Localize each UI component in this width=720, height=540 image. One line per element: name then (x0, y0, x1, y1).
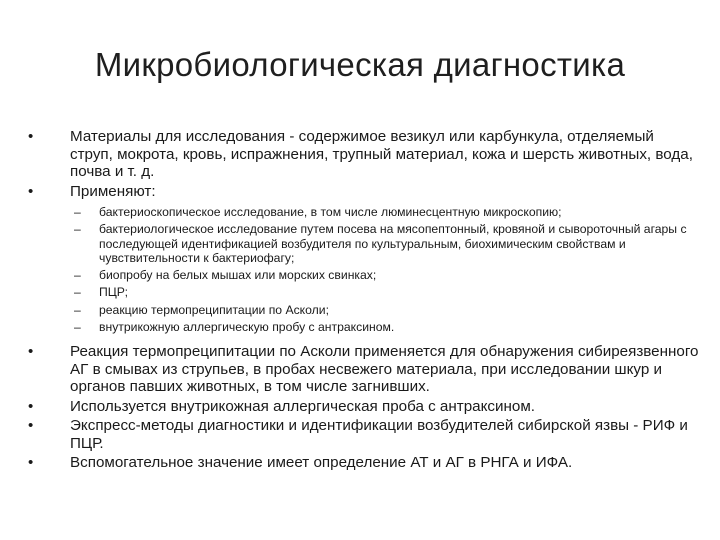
bullet-item (28, 398, 700, 416)
bullet-item (28, 183, 700, 201)
dash-icon: – (74, 268, 81, 283)
slide-title: Микробиологическая диагностика (94, 46, 626, 83)
bullet-item (28, 454, 700, 472)
dash-icon: – (74, 320, 81, 335)
sub-item-text: ПЦР; (99, 285, 129, 300)
dash-icon: – (74, 222, 81, 237)
sub-list (28, 205, 700, 334)
bullet-icon: • (28, 343, 34, 361)
dash-icon: – (74, 205, 81, 219)
bullet-item (28, 343, 700, 396)
sub-item-text: внутрикожную аллергическую пробу с антраксином. (99, 320, 395, 335)
sub-list-item (28, 320, 700, 334)
sub-item-text: бактериологическое исследование путем посева на мясопептонный, кровяной и сывороточный агары с последующей идентификацией возбудителя по культуральным, биохимическим свойствам и чувствительности к бактериофагу; (99, 222, 687, 265)
sub-list-item (28, 285, 700, 299)
bullet-text: Используется внутрикожная аллергическая проба с антраксином. (70, 397, 535, 415)
sub-item-text: биопробу на белых мышах или морских свинках; (99, 268, 377, 283)
dash-icon: – (74, 285, 81, 300)
bullet-icon: • (28, 417, 34, 435)
bullet-icon: • (28, 182, 34, 200)
bullet-item (28, 128, 700, 181)
sub-list-item (28, 303, 700, 317)
dash-icon: – (74, 302, 81, 317)
bullet-item (28, 417, 700, 452)
sub-list-item (28, 222, 700, 265)
sub-item-text: бактериоскопическое исследование, в том числе люминесцентную микроскопию; (99, 205, 562, 219)
bullet-text: Реакция термопреципитации по Асколи применяется для обнаружения сибиреязвенного АГ в смывах из струпьев, в пробах несвежего материала, при исследовании шкур и органов павших животных, в том числе загнивших. (70, 343, 699, 396)
bullet-text: Вспомогательное значение имеет определение АТ и АГ в РНГА и ИФА. (70, 454, 573, 472)
bullet-text: Материалы для исследования - содержимое везикул или карбункула, отделяемый струп, мокрота, кровь, испражнения, трупный материал, кожа и шерсть животных, вода, почва и т. д. (70, 128, 693, 180)
bullet-icon: • (28, 454, 34, 472)
sub-list-item (28, 205, 700, 219)
sub-item-text: реакцию термопреципитации по Асколи; (99, 302, 329, 317)
bullet-icon: • (28, 397, 34, 415)
sub-list-item (28, 268, 700, 282)
slide-content (28, 128, 700, 474)
bullet-icon: • (28, 128, 34, 145)
bullet-text: Применяют: (70, 182, 156, 200)
bullet-text: Экспресс-методы диагностики и идентификации возбудителей сибирской язвы - РИФ и ПЦР. (70, 417, 688, 452)
